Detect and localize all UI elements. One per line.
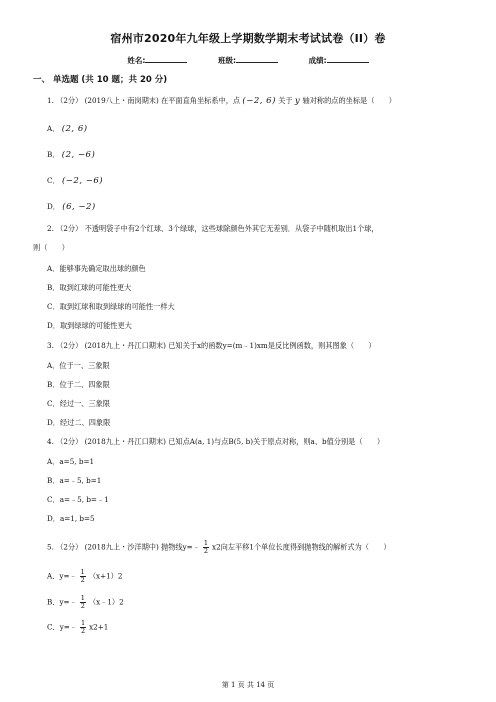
name-blank bbox=[145, 54, 187, 63]
option-fraction bbox=[80, 595, 86, 610]
option-value: a=1, b=5 bbox=[59, 514, 95, 523]
q2-option-d bbox=[47, 321, 132, 331]
q1-stem-a: 1. （2分） (2019八上・南岗期末) 在平面直角坐标系中，点 bbox=[47, 96, 241, 105]
name-label: 姓名: bbox=[127, 56, 146, 65]
q1-stem-c: 轴对称的点的坐标是（ ） bbox=[302, 96, 396, 105]
q4-option-a bbox=[47, 457, 94, 467]
option-value: (−2, −6) bbox=[61, 176, 104, 186]
fraction-denominator: 2 bbox=[203, 547, 209, 555]
fraction-denominator: 2 bbox=[80, 576, 85, 584]
option-suffix: （x﹣1）2 bbox=[88, 597, 124, 607]
option-letter: C． bbox=[47, 302, 60, 311]
fraction-denominator: 2 bbox=[80, 602, 85, 610]
fraction-numerator: 1 bbox=[203, 539, 209, 547]
question-5-stem bbox=[47, 540, 391, 555]
option-letter: B． bbox=[47, 150, 60, 159]
q5-option-c bbox=[47, 620, 108, 635]
option-suffix: （x+1）2 bbox=[88, 571, 123, 581]
fraction-numerator: 1 bbox=[80, 594, 85, 602]
option-letter: A． bbox=[47, 571, 60, 581]
option-value: a=5, b=1 bbox=[59, 457, 95, 466]
option-suffix: x2+1 bbox=[89, 622, 109, 632]
name-field bbox=[127, 56, 187, 65]
q2-option-b bbox=[47, 283, 131, 293]
student-info-row bbox=[0, 54, 496, 66]
option-letter: C． bbox=[47, 176, 60, 185]
fraction-numerator: 1 bbox=[80, 619, 86, 627]
option-prefix: y=﹣ bbox=[59, 571, 77, 581]
q1-option-c bbox=[47, 176, 103, 186]
q1-option-a bbox=[47, 124, 88, 134]
q5-option-a bbox=[47, 569, 122, 584]
q5-stem-b: x2向左平移1个单位长度得到抛物线的解析式为（ ） bbox=[212, 542, 391, 552]
q2-option-a bbox=[47, 264, 146, 274]
page-footer: 第 1 页 共 14 页 bbox=[221, 681, 275, 689]
q2-option-c bbox=[47, 302, 175, 312]
option-letter: D． bbox=[47, 202, 60, 211]
option-value: 经过一、三象限 bbox=[59, 399, 111, 408]
option-letter: B． bbox=[47, 597, 60, 607]
option-letter: C． bbox=[47, 495, 60, 504]
question-4-stem: 4. （2分） (2018九上・丹江口期末) 已知点A(a, 1)与点B(5, b)关于原点对称，则a、b值分别是（ ） bbox=[47, 437, 385, 446]
q5-fraction bbox=[203, 540, 209, 555]
option-letter: D． bbox=[47, 418, 60, 427]
class-field bbox=[218, 56, 278, 65]
option-value: 取到红球和取到绿球的可能性一样大 bbox=[59, 302, 175, 311]
option-letter: A． bbox=[47, 124, 60, 133]
option-letter: B． bbox=[47, 380, 60, 389]
class-blank bbox=[236, 54, 278, 63]
q3-option-a bbox=[47, 361, 110, 371]
option-value: 能够事先确定取出球的颜色 bbox=[59, 264, 146, 273]
question-2-stem: 2. （2分） 不透明袋子中有2个红球、3个绿球，这些球除颜色外其它无差别．从袋子中随机取出1个球， bbox=[47, 224, 379, 233]
option-value: (6, −2) bbox=[62, 202, 96, 212]
q4-option-d bbox=[47, 514, 95, 524]
option-letter: A． bbox=[47, 457, 60, 466]
score-label: 成绩: bbox=[308, 56, 327, 65]
q3-option-b bbox=[47, 380, 110, 390]
option-value: 位于二、四象限 bbox=[59, 380, 110, 389]
option-value: 位于一、三象限 bbox=[59, 361, 110, 370]
fraction-numerator: 1 bbox=[80, 568, 85, 576]
option-prefix: y=﹣ bbox=[59, 597, 77, 607]
option-prefix: y=﹣ bbox=[59, 622, 77, 632]
option-fraction bbox=[80, 569, 86, 584]
q1-axis: y bbox=[294, 96, 301, 106]
option-value: (2, −6) bbox=[61, 150, 96, 160]
option-letter: B． bbox=[47, 283, 60, 292]
q1-point: (−2, 6) bbox=[242, 96, 276, 106]
q1-option-b bbox=[47, 150, 95, 160]
option-letter: B． bbox=[47, 476, 60, 485]
q3-option-c bbox=[47, 399, 110, 409]
q1-option-d bbox=[47, 202, 96, 212]
question-2-stem-cont: 则（ ） bbox=[33, 243, 69, 252]
q5-stem-a: 5. （2分） (2018九上・沙洋期中) 抛物线y=﹣ bbox=[47, 542, 200, 552]
option-value: 经过二、四象限 bbox=[59, 418, 111, 427]
q3-option-d bbox=[47, 418, 110, 428]
question-1-stem bbox=[47, 96, 396, 106]
option-value: 取到绿球的可能性更大 bbox=[59, 321, 132, 330]
option-letter: C． bbox=[47, 622, 60, 632]
score-field bbox=[309, 56, 369, 65]
option-letter: A． bbox=[47, 361, 60, 370]
q4-option-c bbox=[47, 495, 109, 505]
option-value: a=﹣5, b=﹣1 bbox=[59, 495, 109, 504]
option-letter: A． bbox=[47, 264, 60, 273]
option-value: (2, 6) bbox=[61, 124, 88, 134]
section-heading: 一、 单选题 (共 10 题；共 20 分) bbox=[33, 75, 168, 85]
option-letter: D． bbox=[47, 514, 60, 523]
fraction-denominator: 2 bbox=[80, 627, 86, 635]
q4-option-b bbox=[47, 476, 101, 486]
q1-stem-b: 关于 bbox=[278, 96, 293, 105]
option-fraction bbox=[80, 620, 86, 635]
option-value: 取到红球的可能性更大 bbox=[59, 283, 132, 292]
option-letter: D． bbox=[47, 321, 60, 330]
q5-option-b bbox=[47, 595, 124, 610]
option-value: a=﹣5, b=1 bbox=[59, 476, 102, 485]
class-label: 班级: bbox=[218, 56, 236, 65]
question-3-stem: 3. （2分） (2018九上・丹江口期末) 已知关于x的函数y=(m﹣1)xm是反比例函数，则其图象（ ） bbox=[47, 341, 376, 350]
page-title: 宿州市2020年九年级上学期数学期末考试试卷（II）卷 bbox=[110, 32, 386, 45]
score-blank bbox=[327, 54, 369, 63]
option-letter: C． bbox=[47, 399, 60, 408]
